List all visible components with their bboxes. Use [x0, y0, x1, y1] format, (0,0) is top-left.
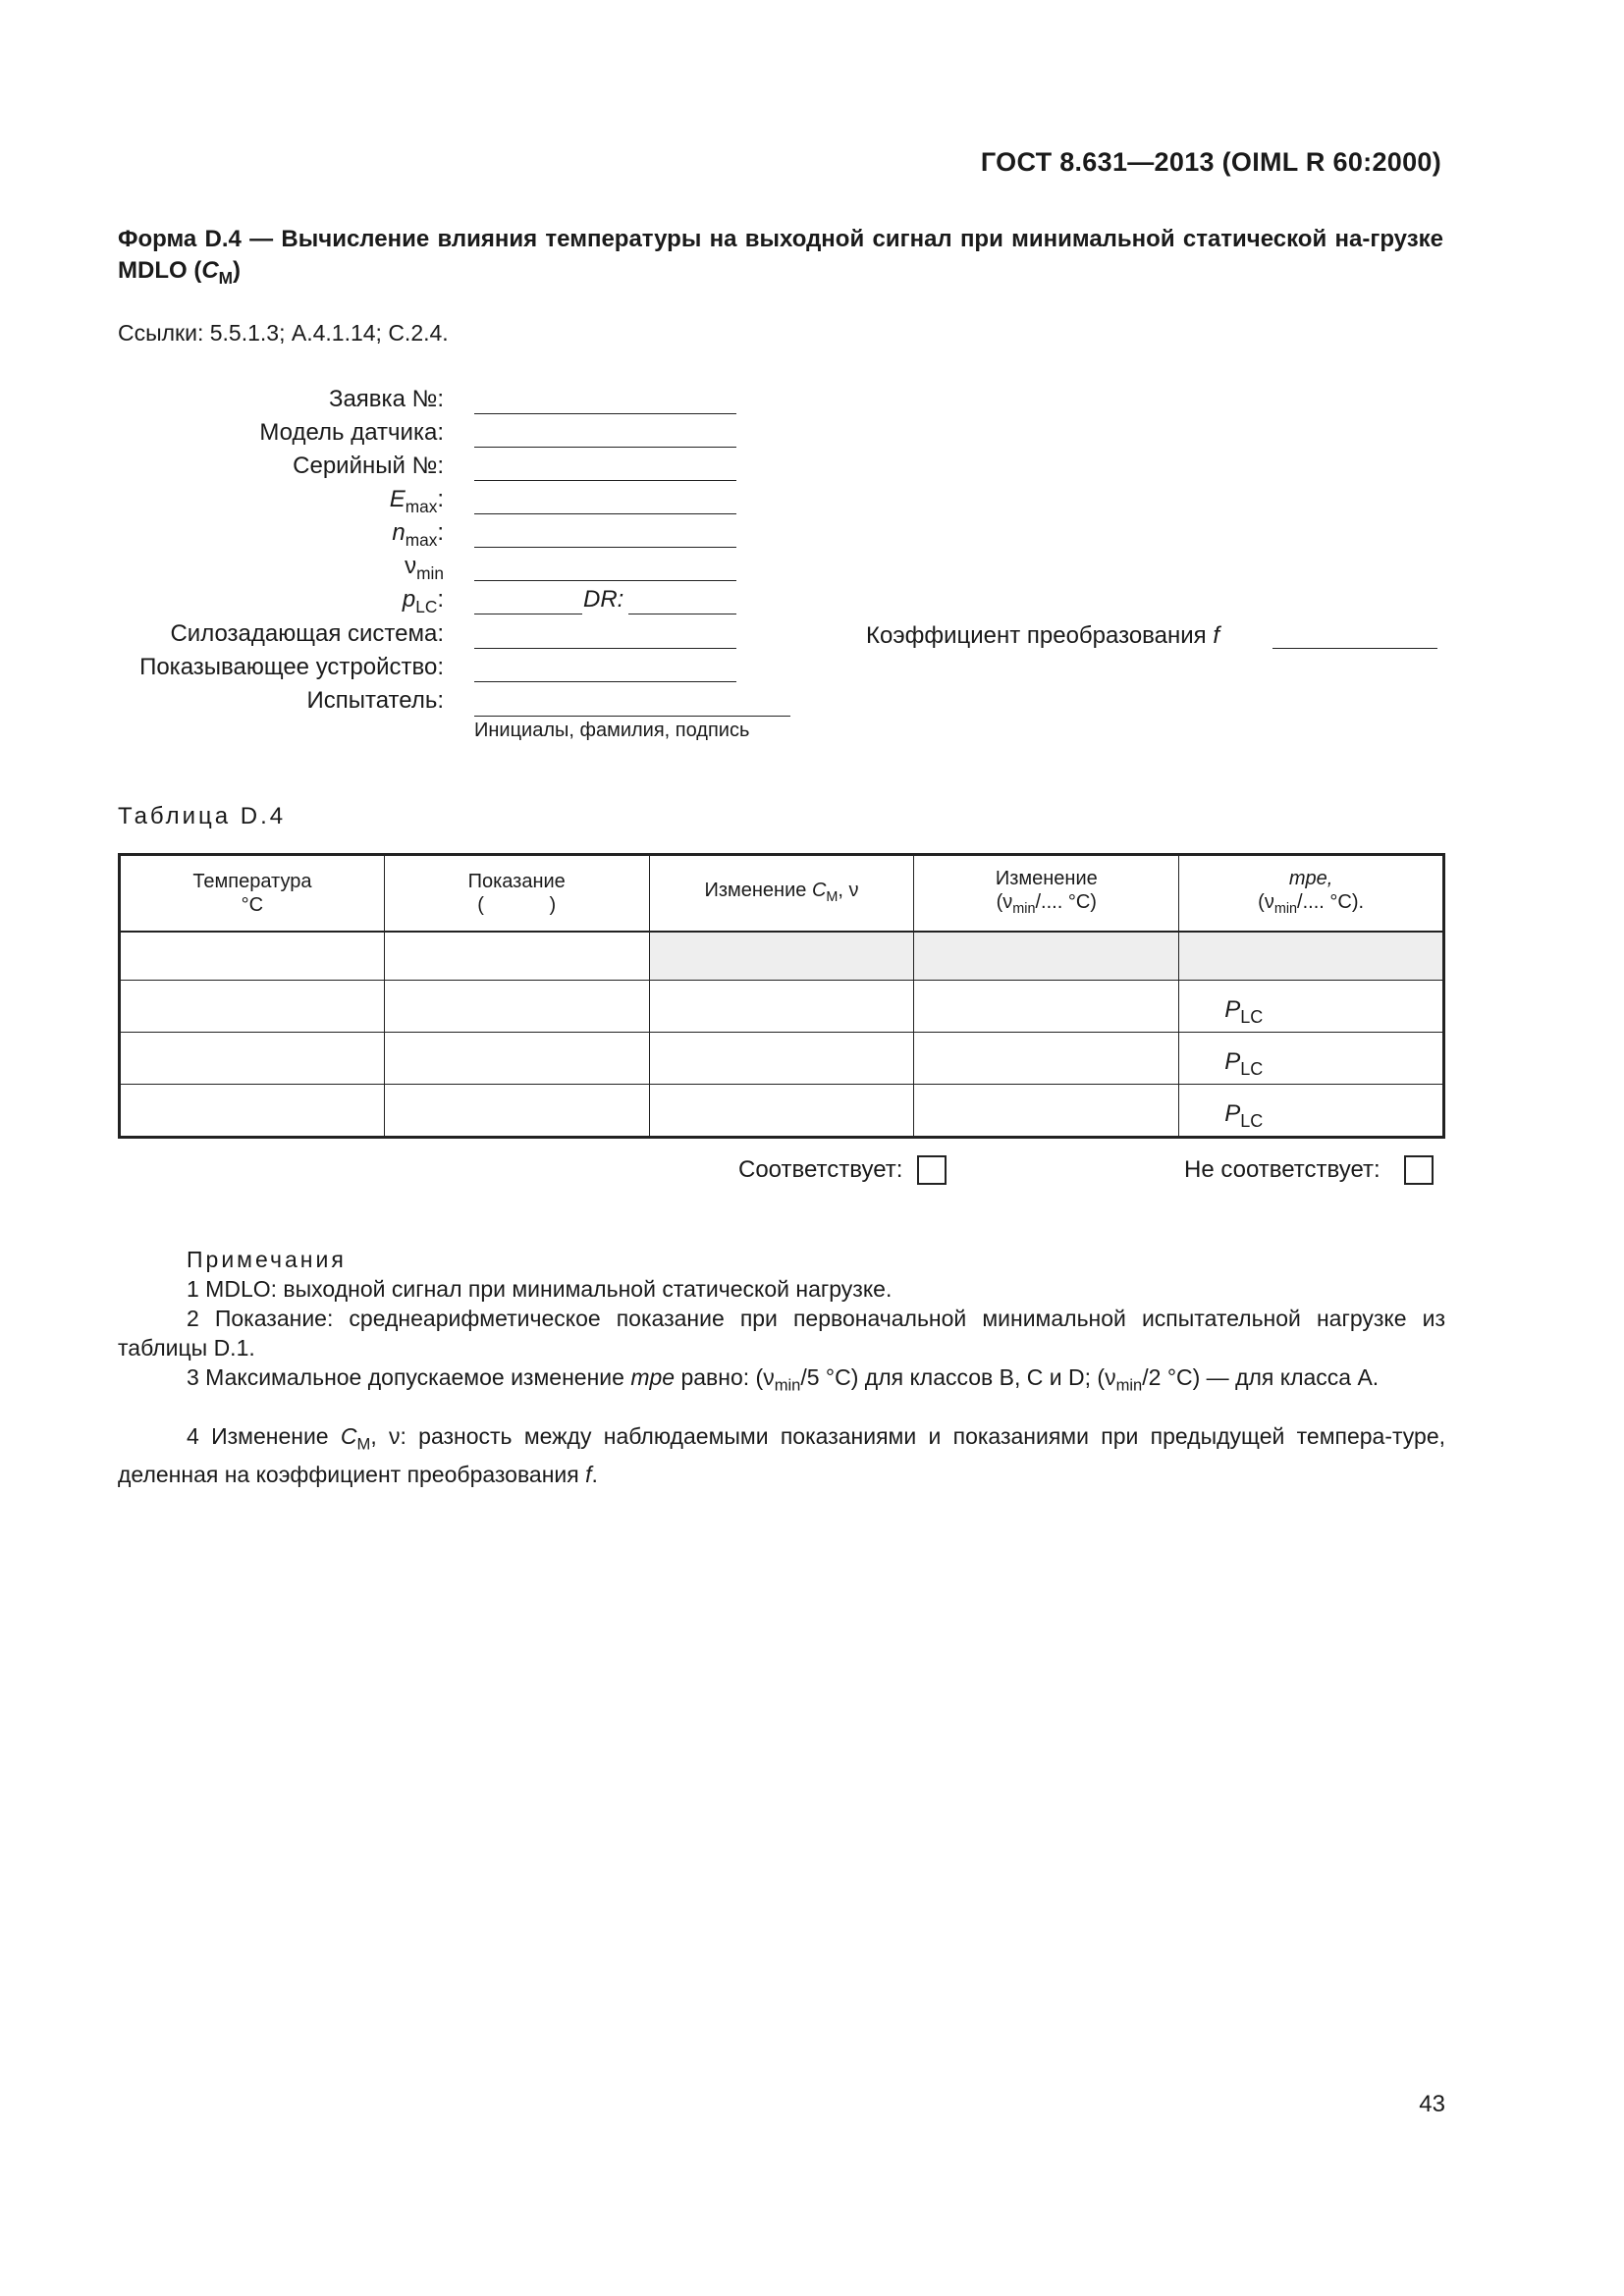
header-change2-subscript: min	[1012, 900, 1036, 917]
vmin-subscript: min	[416, 562, 444, 583]
header-mpe-label: mpe,	[1288, 867, 1333, 889]
table-cell[interactable]	[120, 1085, 385, 1138]
table-cell[interactable]	[120, 932, 385, 981]
header-mpe-open: (ν	[1258, 890, 1274, 913]
note-3-mpe: mpe	[630, 1364, 676, 1390]
field-line-serial[interactable]	[474, 480, 736, 481]
plc-subscript: LC	[1240, 1007, 1264, 1027]
nmax-symbol: n	[392, 519, 406, 546]
note-4	[118, 1421, 1445, 1489]
table-cell-plc[interactable]	[1179, 981, 1444, 1033]
field-line-application[interactable]	[474, 413, 736, 414]
page-number: 43	[1419, 2091, 1445, 2117]
coefficient-text: Коэффициент преобразования	[866, 622, 1207, 649]
field-line-vmin[interactable]	[474, 580, 736, 581]
dr-label: DR:	[583, 586, 624, 613]
header-mpe-subscript: min	[1273, 900, 1298, 917]
emax-symbol: E	[389, 486, 406, 512]
form-title	[118, 224, 1443, 294]
plc-symbol: P	[1224, 996, 1241, 1024]
header-mpe	[1179, 855, 1444, 933]
passes-checkbox[interactable]	[917, 1155, 947, 1185]
header-mpe-tail: /.... °С).	[1297, 890, 1365, 913]
table-cell[interactable]	[384, 981, 649, 1033]
table-cell[interactable]	[384, 932, 649, 981]
note-4-f: f	[585, 1461, 592, 1487]
note-3-text-c: /5 °С) для классов В, С и D; (ν	[800, 1364, 1116, 1390]
table-cell[interactable]	[914, 1033, 1179, 1085]
table-header-row	[120, 855, 1444, 933]
table-row	[120, 1033, 1444, 1085]
form-title-text: Форма D.4 — Вычисление влияния температуры на выходной сигнал при минимальной статической на-грузке MDLO (	[118, 226, 1443, 284]
field-line-coefficient[interactable]	[1272, 648, 1437, 649]
field-line-emax[interactable]	[474, 513, 736, 514]
note-4-subscript: M	[356, 1434, 371, 1454]
note-3-text-b: равно: (ν	[680, 1364, 775, 1390]
header-change2-open: (ν	[996, 890, 1013, 913]
header-reading	[384, 855, 649, 933]
form-title-subscript: M	[218, 267, 234, 288]
field-label-sensor-model: Модель датчика:	[259, 419, 444, 446]
table-cell[interactable]	[649, 1033, 914, 1085]
note-3-text-a: 3 Максимальное допускаемое изменение	[187, 1364, 624, 1390]
field-label-tester: Испытатель:	[306, 687, 444, 714]
header-change2-tail: /.... °С)	[1035, 890, 1097, 913]
table-cell-shaded	[649, 932, 914, 981]
note-3	[118, 1362, 1445, 1401]
table-cell[interactable]	[120, 981, 385, 1033]
field-label-plc	[110, 586, 444, 617]
header-change2-label: Изменение	[995, 867, 1098, 889]
field-label-emax	[110, 486, 444, 517]
notes-heading: Примечания	[187, 1247, 347, 1272]
plc-subscript: LC	[1240, 1059, 1264, 1079]
header-change-subscript: M	[826, 888, 839, 905]
table-cell-shaded	[1179, 932, 1444, 981]
plc-subscript: LC	[1240, 1111, 1264, 1131]
fails-checkbox[interactable]	[1404, 1155, 1434, 1185]
table-cell[interactable]	[914, 1085, 1179, 1138]
note-4-text-b: , ν: разность между наблюдаемыми показаниями и показаниями при предыдущей темпера-туре, деленная на коэффициент преобразования	[118, 1423, 1445, 1487]
table-cell[interactable]	[384, 1085, 649, 1138]
header-change-tail: , ν	[838, 879, 859, 901]
field-label-serial: Серийный №:	[293, 453, 444, 479]
header-change-cm	[649, 855, 914, 933]
field-line-tester[interactable]	[474, 716, 790, 717]
fails-label: Не соответствует:	[1184, 1156, 1380, 1183]
note-4-text-a: 4 Изменение	[187, 1423, 329, 1449]
header-reading-label: Показание	[467, 871, 566, 892]
table-caption: Таблица D.4	[118, 803, 287, 829]
header-temperature-unit: °С	[241, 894, 264, 916]
results-table	[118, 853, 1445, 1139]
note-4-end: .	[591, 1461, 598, 1487]
coefficient-label	[866, 622, 1219, 650]
vmin-symbol: ν	[405, 553, 417, 579]
field-label-vmin	[110, 553, 444, 584]
plc-colon: :	[437, 586, 444, 613]
field-label-force-system: Силозадающая система:	[170, 620, 444, 647]
nmax-colon: :	[437, 519, 444, 546]
plc-symbol: p	[402, 586, 416, 613]
table-row	[120, 981, 1444, 1033]
note-3-text-d: /2 °С) — для класса А.	[1142, 1364, 1380, 1390]
header-change-vmin	[914, 855, 1179, 933]
note-2	[118, 1304, 1445, 1362]
table-cell[interactable]	[914, 981, 1179, 1033]
emax-colon: :	[437, 486, 444, 512]
header-reading-unit: ( )	[477, 894, 557, 916]
note-3-sub-1: min	[774, 1375, 801, 1395]
form-title-symbol: C	[201, 257, 219, 284]
field-line-nmax[interactable]	[474, 547, 736, 548]
header-temperature	[120, 855, 385, 933]
table-row	[120, 932, 1444, 981]
header-temperature-label: Температура	[192, 871, 312, 892]
emax-subscript: max	[405, 496, 438, 516]
plc-symbol: P	[1224, 1100, 1241, 1128]
table-cell-plc[interactable]	[1179, 1033, 1444, 1085]
table-cell[interactable]	[649, 981, 914, 1033]
table-cell[interactable]	[120, 1033, 385, 1085]
note-2-text: 2 Показание: среднеарифметическое показание при первоначальной минимальной испытательной нагрузке из таблицы D.1.	[118, 1306, 1445, 1361]
references: Ссылки: 5.5.1.3; А.4.1.14; С.2.4.	[118, 320, 449, 346]
field-label-application: Заявка №:	[328, 386, 444, 412]
table-cell[interactable]	[384, 1033, 649, 1085]
field-label-nmax	[110, 519, 444, 551]
note-1-text: 1 MDLO: выходной сигнал при минимальной статической нагрузке.	[187, 1276, 893, 1302]
note-3-sub-2: min	[1115, 1375, 1143, 1395]
note-4-symbol: C	[340, 1423, 357, 1449]
table-row	[120, 1085, 1444, 1138]
header-change-symbol: C	[811, 879, 827, 901]
field-line-indicator[interactable]	[474, 681, 736, 682]
note-1	[118, 1274, 1445, 1304]
plc-subscript: LC	[415, 596, 438, 616]
coefficient-symbol: f	[1213, 622, 1220, 649]
nmax-subscript: max	[405, 529, 438, 550]
table-cell-plc[interactable]	[1179, 1085, 1444, 1138]
table-cell[interactable]	[649, 1085, 914, 1138]
plc-symbol: P	[1224, 1048, 1241, 1076]
passes-label: Соответствует:	[738, 1156, 903, 1183]
field-line-force-system[interactable]	[474, 648, 736, 649]
header-change-label: Изменение	[704, 879, 807, 901]
signature-caption: Инициалы, фамилия, подпись	[474, 720, 750, 741]
document-header: ГОСТ 8.631—2013 (OIML R 60:2000)	[980, 147, 1441, 177]
form-title-end: )	[233, 257, 242, 284]
field-label-indicator: Показывающее устройство:	[139, 654, 444, 680]
table-cell-shaded	[914, 932, 1179, 981]
field-line-sensor-model[interactable]	[474, 447, 736, 448]
